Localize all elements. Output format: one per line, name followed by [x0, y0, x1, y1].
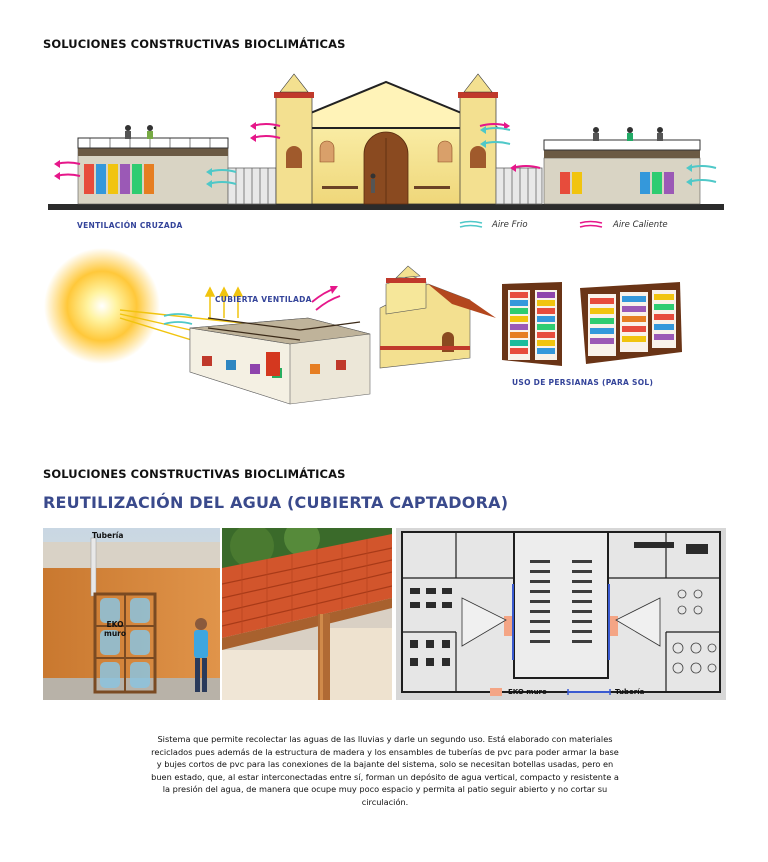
ventilated-roof-label: CUBIERTA VENTILADA: [215, 295, 312, 304]
plan-eko-label: EKO muro: [508, 688, 547, 696]
legend-cold-label: Aire Frio: [492, 220, 528, 230]
cold-air-legend-icon: [458, 219, 486, 231]
hot-air-legend-icon: [578, 219, 606, 231]
blinds-label: USO DE PERSIANAS (PARA SOL): [512, 378, 654, 387]
photo-pipe-label: Tubería: [92, 531, 124, 540]
blinds-panel-right: [580, 282, 682, 364]
ventilation-label: VENTILACIÓN CRUZADA: [77, 221, 183, 230]
fence-left: [228, 168, 276, 204]
floor-plan-drawing: [396, 528, 726, 700]
fence-right: [496, 168, 542, 204]
eko-wall-photo: [43, 528, 220, 700]
plan-pipe-label: Tubería: [615, 688, 645, 696]
photo-eko-label: EKO muro: [104, 620, 127, 638]
section-heading-1: SOLUCIONES CONSTRUCTIVAS BIOCLIMÁTICAS: [43, 37, 346, 51]
sun-icon: [44, 248, 160, 364]
right-annex-building: [544, 127, 700, 204]
water-reuse-title: REUTILIZACIÓN DEL AGUA (CUBIERTA CAPTADORA): [43, 493, 509, 512]
description-paragraph: Sistema que permite recolectar las aguas de las lluvias y darle un segundo uso. Está elaborado con materiales reciclados pues además de la estructura de madera y los ensambles de tuberías de pvc para poder armar la base y bujes cortos de pvc para las conexiones de la bajante del sistema, solo se necesitan botellas usadas, pero en buen estado, que, al estar interconectadas entre sí, forman un depósito de agua vertical, compacto y resistente a la presión del agua, de manera que ocupe muy poco espacio y permita al patio seguir abierto y no cortar su circulación.: [151, 734, 619, 807]
blinds-panel-left: [502, 282, 562, 366]
left-annex-building: [78, 125, 228, 204]
roof-gutter-photo: [222, 528, 392, 700]
cross-ventilation-illustration: [40, 68, 730, 216]
legend-hot-label: Aire Caliente: [613, 220, 668, 230]
church-facade: [274, 74, 498, 204]
section-heading-2: SOLUCIONES CONSTRUCTIVAS BIOCLIMÁTICAS: [43, 467, 346, 481]
